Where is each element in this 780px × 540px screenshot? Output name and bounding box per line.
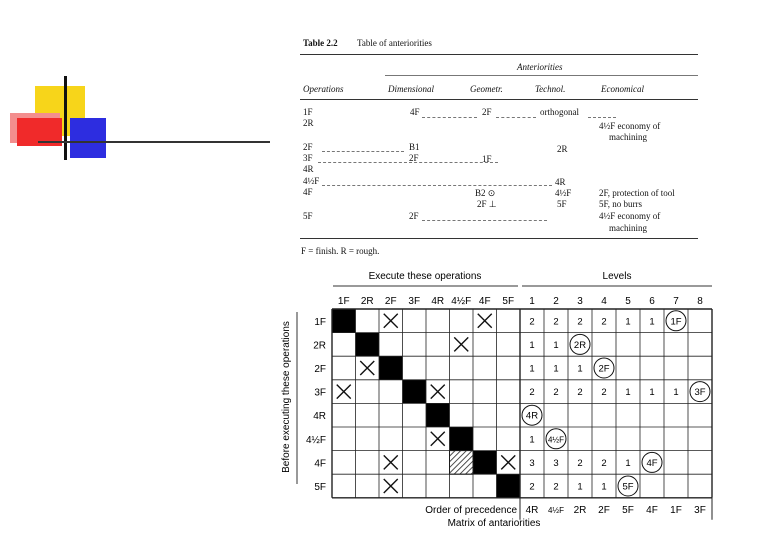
level-value: 3 bbox=[529, 457, 535, 469]
level-value: 2 bbox=[601, 387, 607, 399]
order-value: 4R bbox=[525, 504, 539, 516]
econ-cell: 5F, no burrs bbox=[599, 199, 643, 209]
col-op-label: 2R bbox=[360, 296, 374, 307]
diagonal-cell bbox=[379, 356, 403, 380]
col-op-label: 1F bbox=[337, 296, 350, 307]
geo-cell: 2F ⊥ bbox=[477, 199, 497, 209]
level-value: 1 bbox=[625, 316, 631, 328]
group-header: Anteriorities bbox=[517, 62, 563, 72]
op-cell: 4R bbox=[303, 164, 314, 174]
level-value: 2R bbox=[573, 339, 587, 351]
diagonal-cell bbox=[332, 309, 356, 333]
dim-cell: B1 bbox=[409, 142, 420, 152]
row-op-label: 3F bbox=[314, 387, 326, 399]
col-op-label: 4F bbox=[478, 296, 491, 307]
table-number: Table 2.2 bbox=[303, 38, 338, 48]
row-op-label: 5F bbox=[314, 482, 326, 493]
geo-cell: 1F bbox=[482, 154, 492, 164]
dim-cell: 2F bbox=[409, 153, 419, 163]
level-value: 1 bbox=[577, 481, 583, 493]
op-cell: 2R bbox=[303, 118, 314, 128]
row-op-label: 4½F bbox=[305, 434, 326, 446]
econ-cell: machining bbox=[609, 132, 647, 142]
col-op-label: 2F bbox=[384, 296, 397, 307]
levels-label: Levels bbox=[602, 271, 632, 282]
op-cell: 5F bbox=[303, 211, 313, 221]
geo-cell: B2 ⊙ bbox=[475, 188, 496, 198]
level-value: 1 bbox=[553, 363, 559, 375]
geo-cell: 2F bbox=[482, 107, 492, 117]
level-header: 6 bbox=[649, 296, 655, 307]
level-value: 1 bbox=[577, 363, 583, 375]
level-value: 2 bbox=[577, 316, 583, 328]
cross-mark bbox=[431, 385, 445, 399]
level-value: 1 bbox=[529, 339, 535, 351]
level-value: 1 bbox=[529, 363, 535, 375]
level-value: 1 bbox=[649, 316, 655, 328]
econ-cell: 2F, protection of tool bbox=[599, 188, 675, 198]
level-value: 4R bbox=[525, 410, 539, 422]
header-technol: Technol. bbox=[535, 84, 566, 94]
diagonal-cell bbox=[473, 451, 497, 475]
level-value: 2 bbox=[529, 481, 535, 493]
before-label: Before executing these operations bbox=[281, 321, 292, 473]
order-label: Order of precedence bbox=[425, 504, 517, 516]
row-op-label: 4F bbox=[314, 458, 326, 470]
cross-mark bbox=[337, 385, 351, 399]
tech-cell: 5F bbox=[557, 199, 567, 209]
level-value: 3 bbox=[553, 457, 559, 469]
econ-cell: machining bbox=[609, 223, 647, 233]
level-value: 4½F bbox=[547, 435, 565, 445]
tech-cell: 2R bbox=[557, 144, 568, 154]
econ-cell: 4½F economy of bbox=[599, 211, 661, 221]
col-op-label: 3F bbox=[408, 296, 421, 307]
level-value: 1 bbox=[625, 457, 631, 469]
level-header: 4 bbox=[601, 296, 607, 307]
hatched-cell bbox=[450, 451, 474, 475]
level-header: 5 bbox=[625, 296, 631, 307]
level-value: 2 bbox=[577, 457, 583, 469]
header-economical: Economical bbox=[601, 84, 644, 94]
order-value: 4½F bbox=[547, 505, 565, 515]
cross-mark bbox=[360, 361, 374, 375]
order-value: 5F bbox=[622, 504, 634, 516]
col-op-label: 5F bbox=[502, 296, 515, 307]
tech-cell: 4R bbox=[555, 177, 566, 187]
col-op-label: 4R bbox=[431, 296, 445, 307]
op-cell: 4F bbox=[303, 187, 313, 197]
level-value: 4F bbox=[646, 457, 658, 469]
diagonal-cell bbox=[426, 403, 450, 427]
level-value: 2F bbox=[598, 363, 610, 375]
table-title: Table of anteriorities bbox=[357, 38, 432, 48]
level-value: 2 bbox=[529, 387, 535, 399]
op-cell: 2F bbox=[303, 142, 313, 152]
econ-cell: 4½F economy of bbox=[599, 121, 661, 131]
level-value: 1 bbox=[529, 434, 535, 446]
order-value: 2F bbox=[598, 504, 610, 516]
level-value: 2 bbox=[553, 316, 559, 328]
cross-mark bbox=[431, 432, 445, 446]
order-value: 2R bbox=[573, 504, 587, 516]
level-value: 1 bbox=[625, 387, 631, 399]
cross-mark bbox=[454, 337, 468, 351]
level-header: 7 bbox=[673, 296, 679, 307]
level-value: 1 bbox=[649, 387, 655, 399]
row-op-label: 2F bbox=[314, 364, 326, 375]
level-header: 3 bbox=[577, 296, 583, 307]
row-op-label: 2R bbox=[313, 340, 326, 352]
op-cell: 4½F bbox=[303, 176, 320, 186]
row-op-label: 1F bbox=[314, 316, 326, 328]
diagonal-cell bbox=[450, 427, 474, 451]
order-value: 4F bbox=[646, 504, 658, 516]
order-value: 1F bbox=[670, 504, 682, 516]
level-value: 2 bbox=[601, 457, 607, 469]
level-value: 2 bbox=[601, 316, 607, 328]
cross-mark bbox=[384, 314, 398, 328]
op-cell: 3F bbox=[303, 153, 313, 163]
tech-cell: orthogonal bbox=[540, 107, 579, 117]
diagonal-cell bbox=[497, 474, 521, 498]
level-value: 2 bbox=[577, 387, 583, 399]
level-value: 5F bbox=[622, 481, 634, 493]
cross-mark bbox=[384, 479, 398, 493]
table-footnote: F = finish. R = rough. bbox=[301, 246, 380, 256]
level-value: 3F bbox=[694, 387, 706, 399]
row-op-label: 4R bbox=[313, 411, 326, 423]
execute-label: Execute these operations bbox=[368, 271, 482, 282]
level-header: 1 bbox=[529, 296, 535, 307]
cross-mark bbox=[478, 314, 492, 328]
header-geometr: Geometr. bbox=[470, 84, 503, 94]
level-value: 1 bbox=[553, 339, 559, 351]
header-operations: Operations bbox=[303, 84, 344, 94]
level-header: 2 bbox=[553, 296, 559, 307]
header-dimensional: Dimensional bbox=[388, 84, 434, 94]
level-value: 2 bbox=[553, 387, 559, 399]
level-value: 1 bbox=[601, 481, 607, 493]
level-header: 8 bbox=[697, 296, 703, 307]
level-value: 1 bbox=[673, 387, 679, 399]
dim-cell: 4F bbox=[410, 107, 420, 117]
col-op-label: 4½F bbox=[451, 296, 472, 307]
matrix-caption: Matrix of antariorities bbox=[447, 518, 541, 529]
level-value: 1F bbox=[670, 316, 682, 328]
tech-cell: 4½F bbox=[555, 188, 572, 198]
level-value: 2 bbox=[529, 316, 535, 328]
cross-mark bbox=[384, 455, 398, 469]
dim-cell: 2F bbox=[409, 211, 419, 221]
level-value: 2 bbox=[553, 481, 559, 493]
diagonal-cell bbox=[403, 380, 427, 404]
diagonal-cell bbox=[356, 333, 380, 357]
order-value: 3F bbox=[694, 504, 706, 516]
op-cell: 1F bbox=[303, 107, 313, 117]
cross-mark bbox=[501, 455, 515, 469]
